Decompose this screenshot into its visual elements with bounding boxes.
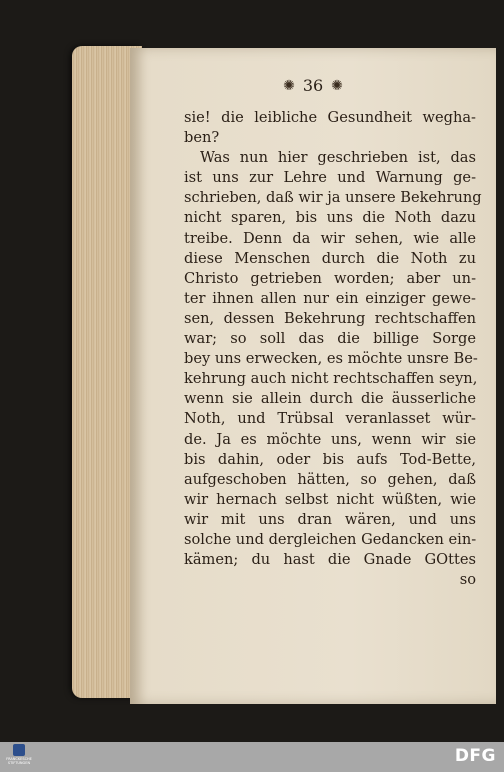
text-line: kehrung auch nicht rechtschaffen seyn, <box>184 370 478 388</box>
text-line: Was nun hier geschrieben ist, das <box>200 149 476 167</box>
text-line: aufgeschoben hätten, so gehen, daß <box>184 470 476 488</box>
text-line: sie! die leibliche Gesundheit wegha- <box>184 109 476 126</box>
text-line: war; so soll das die billige Sorge <box>184 330 476 348</box>
text-line: ist uns zur Lehre und Warnung ge- <box>184 169 476 187</box>
text-line: ter ihnen allen nur ein einziger gewe- <box>184 289 476 307</box>
left-ornament-icon: ✺ <box>283 77 295 94</box>
text-line: diese Menschen durch die Noth zu <box>184 249 476 267</box>
text-line: bis dahin, oder bis aufs Tod-Bette, <box>184 450 476 468</box>
catchword: so <box>459 571 476 589</box>
text-line: ben? <box>184 129 220 147</box>
text-line: schrieben, daß wir ja unsere Bekehrung <box>184 189 482 207</box>
text-line: treibe. Denn da wir sehen, wie alle <box>184 229 476 247</box>
text-line: Noth, und Trübsal veranlasset wür- <box>184 410 476 428</box>
text-line: de. Ja es möchte uns, wenn wir sie <box>184 430 476 448</box>
text-line: sen, dessen Bekehrung rechtschaffen <box>184 309 476 327</box>
institution-logo-icon <box>13 744 25 756</box>
institution-logo[interactable] <box>4 744 34 770</box>
text-line: solche und dergleichen Gedancken ein- <box>184 530 477 548</box>
text-line: bey uns erwecken, es möchte unsre Be- <box>184 350 478 368</box>
text-line: wir mit uns dran wären, und uns <box>184 510 476 528</box>
book-page <box>130 48 496 704</box>
institution-logo-text: FRANCKESCHE STIFTUNGEN <box>6 757 32 765</box>
dfg-logo[interactable]: DFG <box>454 746 496 766</box>
text-line: kämen; du hast die Gnade GOttes <box>184 551 476 569</box>
text-line: wir hernach selbst nicht wüßten, wie <box>184 490 476 508</box>
page-number: 36 <box>302 76 324 95</box>
footer-bar <box>0 742 504 772</box>
text-line: Christo getrieben worden; aber un- <box>184 269 476 287</box>
text-line: wenn sie allein durch die äusserliche <box>184 390 476 408</box>
text-line: nicht sparen, bis uns die Noth dazu <box>184 209 476 227</box>
page-header <box>130 76 496 95</box>
page-text <box>184 108 482 590</box>
right-ornament-icon: ✺ <box>331 77 343 94</box>
